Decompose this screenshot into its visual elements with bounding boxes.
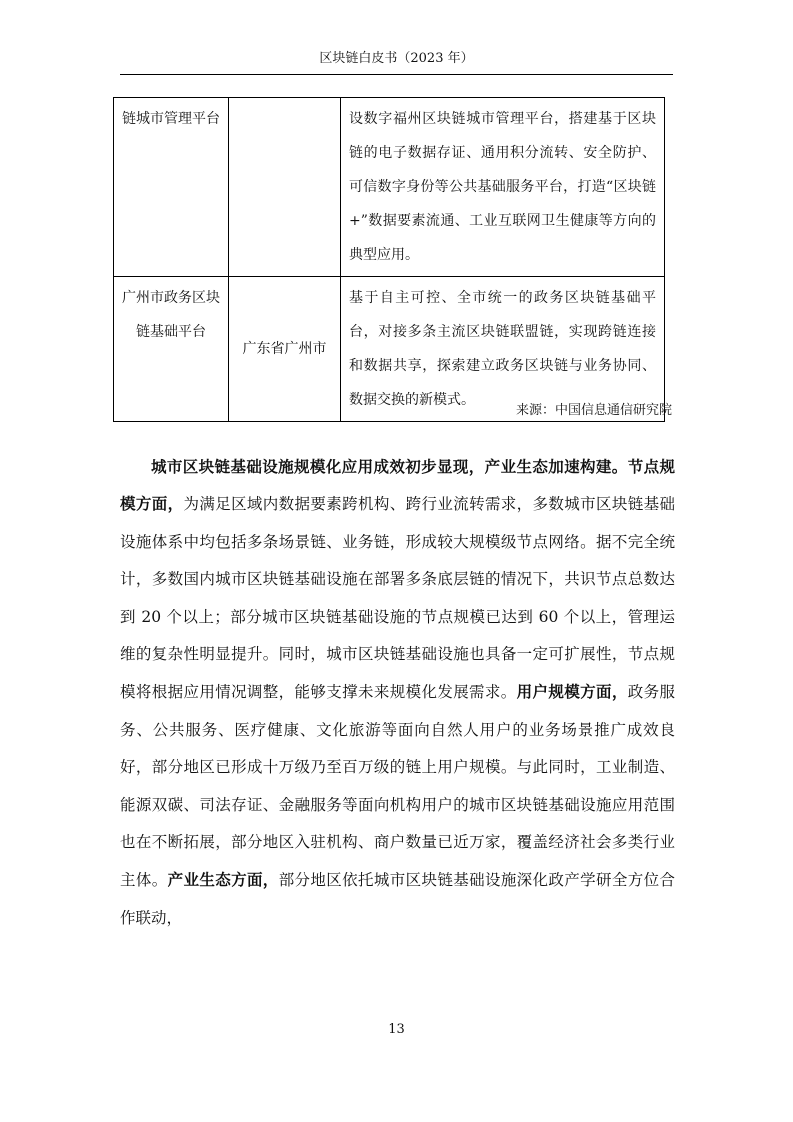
- running-header: 区块链白皮书（2023 年）: [319, 51, 474, 66]
- platform-description: 基于自主可控、全市统一的政务区块链基础平台，对接多条主流区块链联盟链，实现跨链连接和数据共享，探索建立政务区块链与业务协同、数据交换的新模式。: [341, 277, 665, 422]
- platform-region: [229, 98, 341, 277]
- platform-description: 设数字福州区块链城市管理平台，搭建基于区块链的电子数据存证、通用积分流转、安全防护、可信数字身份等公共基础服务平台，打造“区块链+”数据要素流通、工业互联网卫生健康等方向的典型应用。: [341, 98, 665, 277]
- table-row: [114, 98, 665, 277]
- user-scale-heading: 用户规模方面，: [516, 683, 628, 702]
- user-scale-text: 政务服务、公共服务、医疗健康、文化旅游等面向自然人用户的业务场景推广成效良好，部分地区已形成十万级乃至百万级的链上用户规模。与此同时，工业制造、能源双碳、司法存证、金融服务等面向机构用户的城市区块链基础设施应用范围也在不断拓展，部分地区入驻机构、商户数量已近万家，覆盖经济社会多类行业主体。: [120, 683, 675, 890]
- body-paragraph: [120, 449, 675, 938]
- page-number: 13: [388, 1022, 405, 1037]
- platform-region: 广东省广州市: [229, 277, 341, 422]
- node-scale-text: 为满足区域内数据要素跨机构、跨行业流转需求，多数城市区块链基础设施体系中均包括多条场景链、业务链，形成较大规模级节点网络。据不完全统计，多数国内城市区块链基础设施在部署多条底层链的情况下，共识节点总数达到 20 个以上；部分城市区块链基础设施的节点规模已达到 60 个以上，管理运维的复杂性明显提升。同时，城市区块链基础设施也具备一定可扩展性，节点规模将根据应用情况调整，能够支撑未来规模化发展需求。: [120, 495, 675, 702]
- node-scale-heading: 节点规模方面，: [120, 457, 675, 514]
- ecosystem-heading: 产业生态方面，: [167, 871, 279, 890]
- platform-table: [113, 97, 665, 422]
- ecosystem-text: 部分地区依托城市区块链基础设施深化政产学研全方位合作联动，: [120, 871, 675, 927]
- table-row: [114, 277, 665, 422]
- platform-name: 链城市管理平台: [114, 98, 229, 277]
- lead-sentence: 城市区块链基础设施规模化应用成效初步显现，产业生态加速构建。: [151, 457, 628, 476]
- header-rule: [120, 74, 673, 75]
- table-source: 来源：中国信息通信研究院: [515, 403, 672, 418]
- platform-name: 广州市政务区块链基础平台: [114, 277, 229, 422]
